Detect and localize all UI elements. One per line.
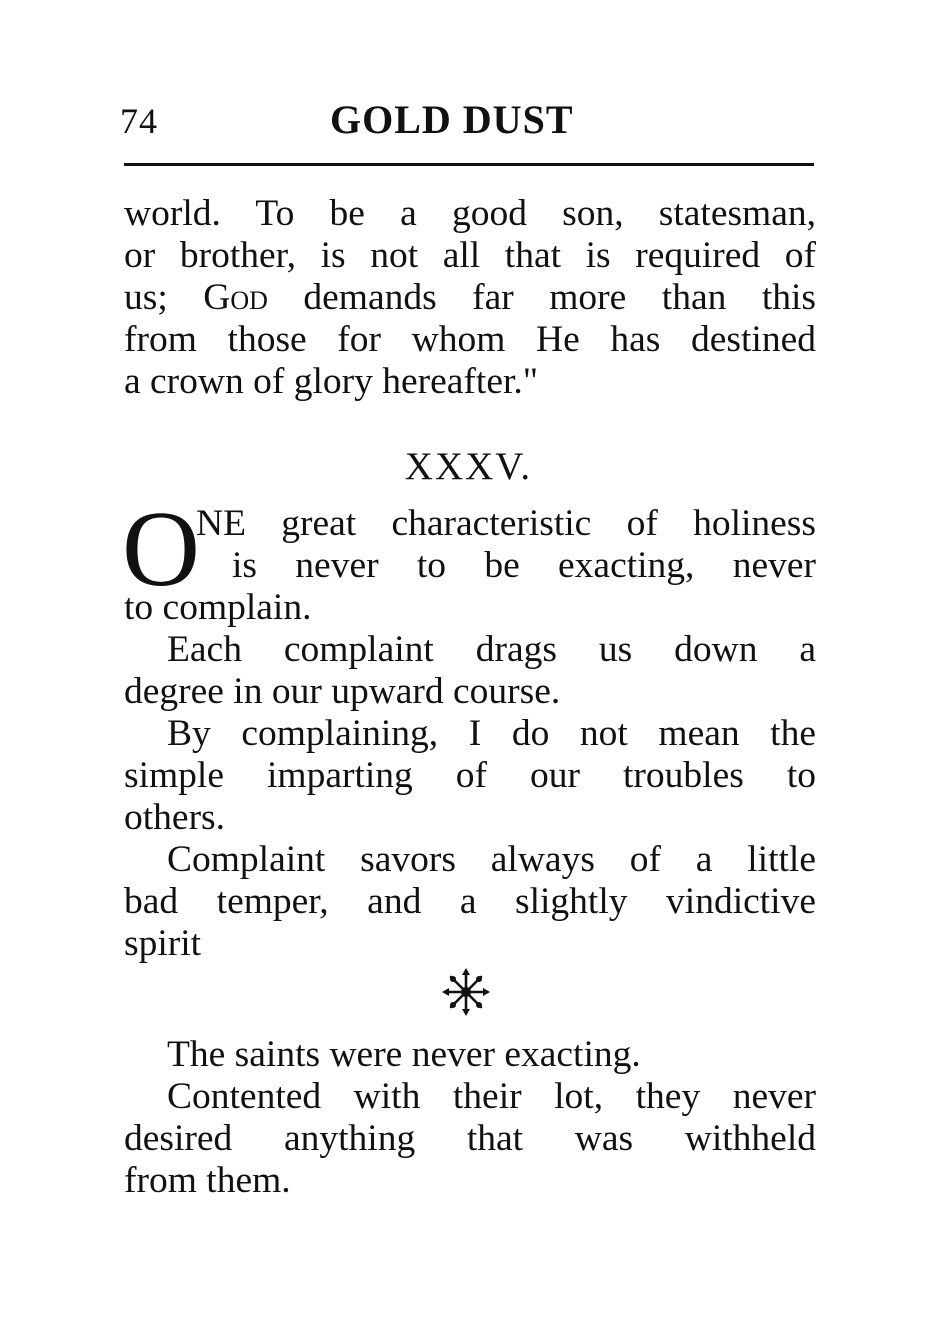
text-line: Contented with their lot, they never xyxy=(167,1076,816,1117)
text-fragment: demands far more than this xyxy=(303,277,817,318)
text-line: a crown of glory hereafter." xyxy=(124,361,539,402)
text-line: or brother, is not all that is required of xyxy=(124,235,816,276)
text-line xyxy=(124,277,816,319)
header-rule xyxy=(124,163,814,166)
smallcaps-word: God xyxy=(203,277,268,318)
text-line: desired anything that was withheld xyxy=(124,1118,816,1159)
first-paragraph-head xyxy=(196,503,816,587)
text-line: others. xyxy=(124,797,226,838)
text-line: to complain. xyxy=(124,587,312,628)
opening-paragraph xyxy=(124,193,816,403)
text-line: from them. xyxy=(124,1160,291,1201)
text-line: from those for whom He has destined xyxy=(124,319,816,360)
text-line: Each complaint drags us down a xyxy=(167,629,816,670)
text-fragment: us; xyxy=(124,277,204,318)
drop-cap: O xyxy=(122,490,200,609)
text-line: Complaint savors always of a little xyxy=(167,839,816,880)
text-line: is never to be exacting, never xyxy=(232,545,816,586)
text-line: The saints were never exacting. xyxy=(167,1034,641,1075)
text-line: spirit xyxy=(124,923,202,964)
text-line: bad temper, and a slightly vindictive xyxy=(124,881,816,922)
paragraph xyxy=(124,713,816,839)
paragraph xyxy=(124,1034,816,1076)
text-line: simple imparting of our troubles to xyxy=(124,755,816,796)
running-title: GOLD DUST xyxy=(330,97,574,142)
text-line: degree in our upward course. xyxy=(124,671,561,712)
paragraph xyxy=(124,839,816,965)
first-paragraph-tail xyxy=(124,587,816,629)
text-line: NE great characteristic of holiness xyxy=(196,503,816,544)
chapter-heading: XXXV. xyxy=(404,445,533,488)
snowflake-ornament-icon xyxy=(440,966,492,1018)
paragraph xyxy=(124,1076,816,1202)
page-number: 74 xyxy=(120,101,158,141)
paragraph xyxy=(124,629,816,713)
text-line: By complaining, I do not mean the xyxy=(167,713,816,754)
text-line: world. To be a good son, statesman, xyxy=(124,193,816,234)
